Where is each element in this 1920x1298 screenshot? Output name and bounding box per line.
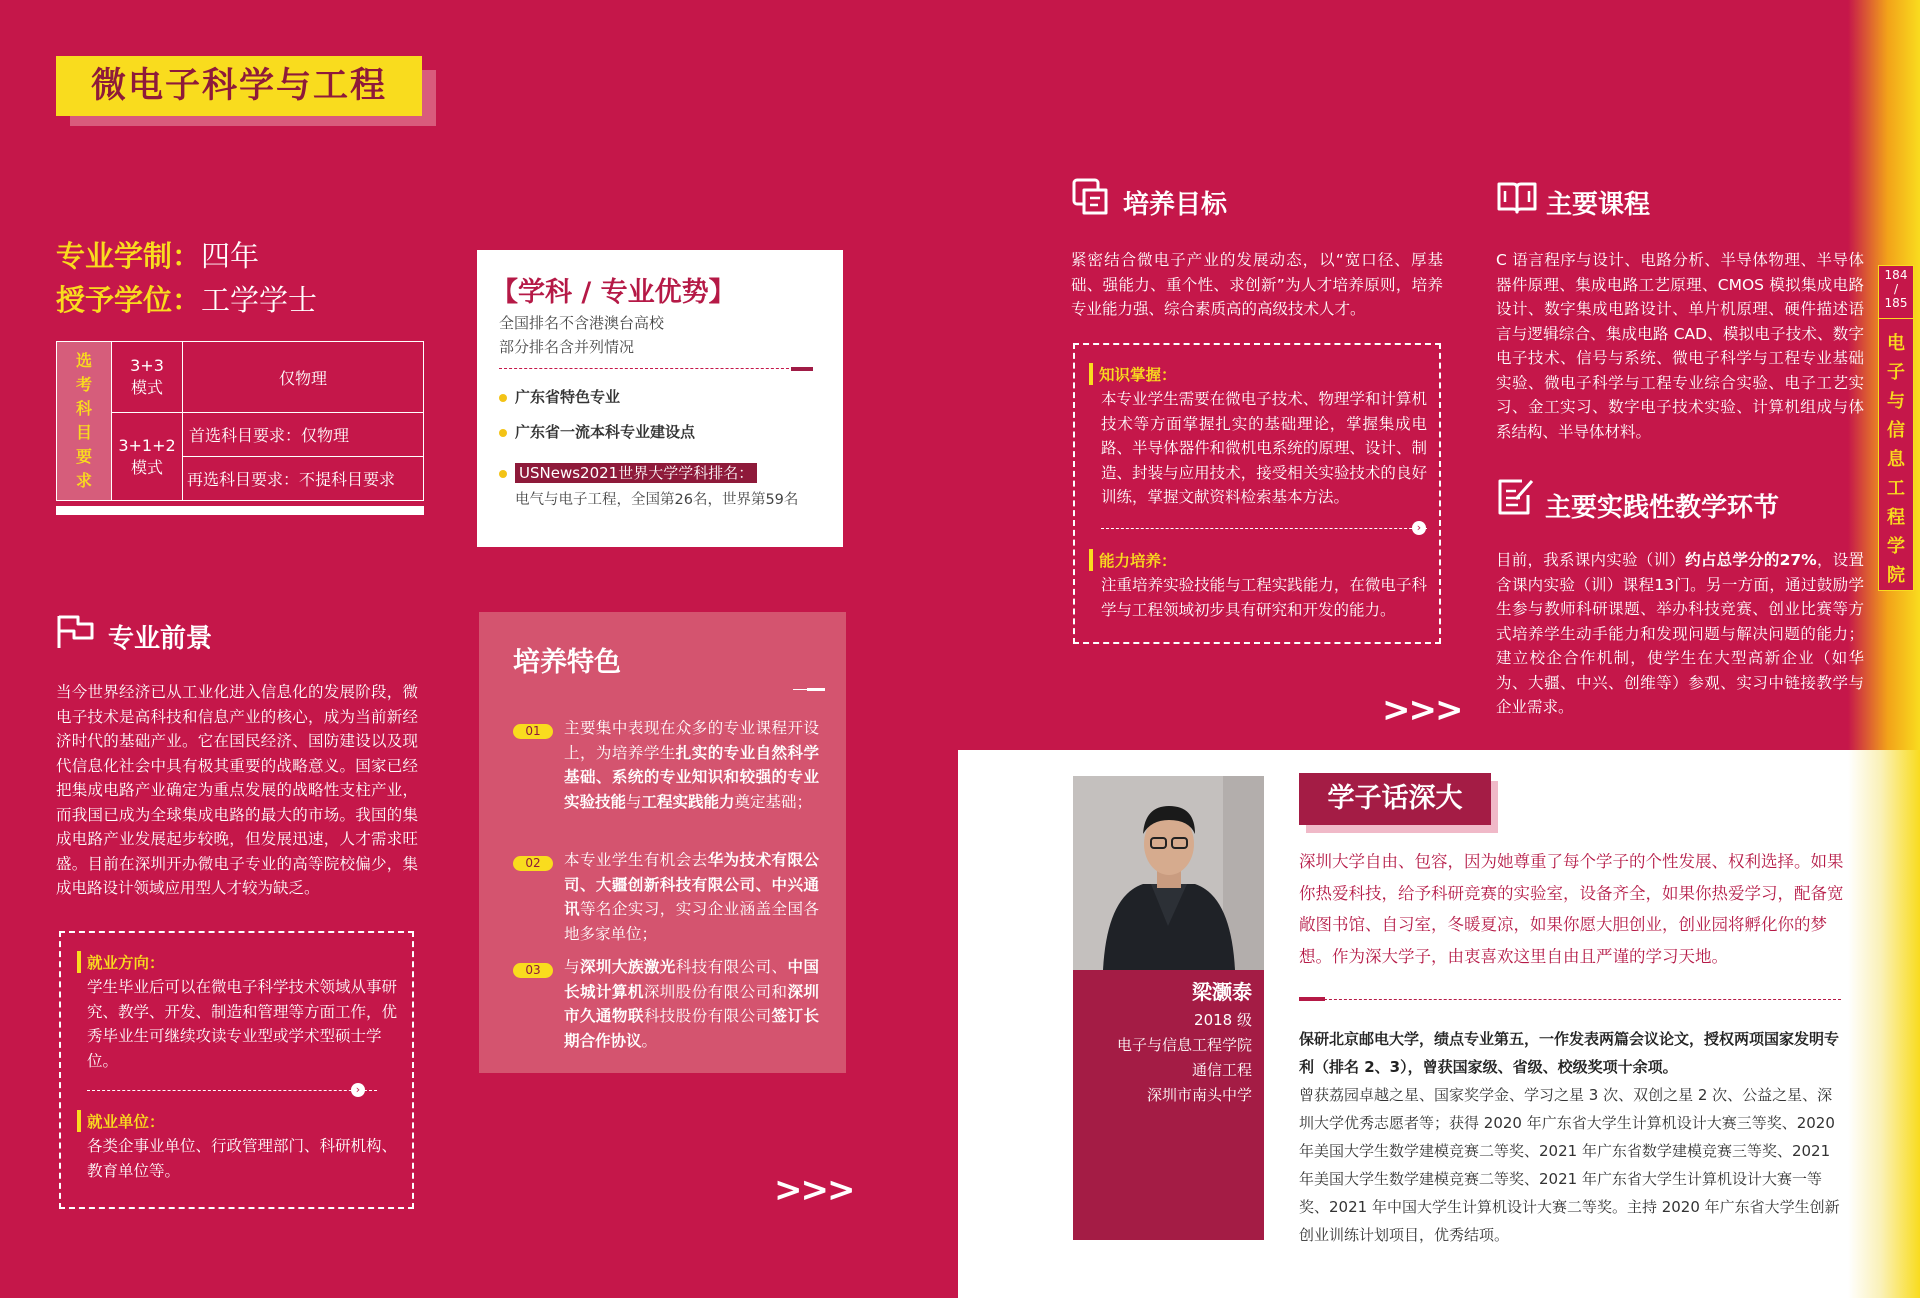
student-highschool: 深圳市南头中学 — [1146, 1086, 1252, 1104]
student-grade: 2018 级 — [1194, 1011, 1252, 1029]
feature-item-2: 本专业学生有机会去华为技术有限公司、大疆创新科技有限公司、中兴通讯等名企实习，实习企业涵盖全国各地多家单位； — [564, 851, 819, 943]
employment-unit-label: 就业单位： — [77, 1110, 165, 1132]
bullet-dot-icon — [499, 470, 507, 478]
degree-label: 授予学位： — [56, 283, 202, 317]
student-section-title: 学子话深大 — [1299, 773, 1491, 825]
employment-direction-label: 就业方向： — [77, 951, 165, 973]
first-subject-requirement: 首选科目要求：仅物理 — [183, 413, 424, 457]
arrows-decoration-left: >>> — [774, 1170, 854, 1210]
employment-unit-text: 各类企事业单位、行政管理部门、科研机构、教育单位等。 — [87, 1137, 398, 1180]
feature-item-3: 与深圳大族激光科技有限公司、中国长城计算机深圳股份有限公司和深圳市久通物联科技股份有限公司签订长期合作协议。 — [564, 958, 819, 1050]
edit-icon — [1496, 477, 1536, 517]
flag-icon — [56, 614, 96, 650]
employment-divider — [87, 1090, 377, 1091]
second-subject-requirement: 再选科目要求：不提科目要求 — [183, 457, 424, 501]
ability-text: 注重培养实验技能与工程实践能力，在微电子科学与工程领域初步具有研究和开发的能力。 — [1101, 576, 1427, 619]
advantage-bullet-2: 广东省一流本科专业建设点 — [499, 421, 695, 442]
mode-3-3-value: 仅物理 — [183, 342, 424, 413]
goal-body: 紧密结合微电子产业的发展动态，以“宽口径、厚基础、强能力、重个性、求创新”为人才培养原则，培养专业能力强、综合素质高的高级技术人才。 — [1071, 251, 1443, 318]
goal-divider — [1101, 528, 1427, 529]
training-features-card — [479, 612, 846, 1073]
chevron-right-icon: › — [351, 1083, 365, 1097]
page-number: 184 / 185 — [1884, 268, 1908, 310]
duration-value: 四年 — [201, 239, 260, 273]
employment-direction-text: 学生毕业后可以在微电子科学技术领域从事研究、教学、开发、制造和管理等方面工作，优秀毕业生可继续攻读专业型或学术型硕士学位。 — [87, 978, 398, 1070]
goal-detail-box — [1073, 343, 1441, 644]
courses-body: C 语言程序与设计、电路分析、半导体物理、半导体器件原理、集成电路工艺原理、CMOS 模拟集成电路设计、数字集成电路设计、单片机原理、硬件描述语言与逻辑综合、集成电路 CAD、模拟电子技术、数字电子技术、信号与系统、微电子科学与工程专业基础实验、微电子科学与工程专业综合实验、电子工艺实习、金工实习、数字电子技术实验、计算机组成与体系结构、半导体材料。 — [1496, 251, 1864, 441]
student-divider — [1299, 999, 1841, 1000]
bullet-dot-icon — [499, 394, 507, 402]
knowledge-text: 本专业学生需要在微电子技术、物理学和计算机技术等方面掌握扎实的基础理论，掌握集成电路、半导体器件和微机电系统的原理、设计、制造、封装与应用技术，接受相关实验技术的良好训练，掌握文献资料检索基本方法。 — [1101, 390, 1427, 506]
page-tab-divider — [1879, 318, 1913, 319]
courses-heading: 主要课程 — [1546, 190, 1651, 220]
table-footer-bar — [56, 506, 424, 515]
school-name-vertical: 电 子 与 信 息 工 程 学 院 — [1887, 333, 1905, 586]
advantage-divider — [499, 368, 794, 369]
usnews-ranking-detail: 电气与电子工程，全国第26名，世界第59名 — [515, 492, 799, 508]
page-title: 微电子科学与工程 — [56, 56, 422, 116]
advantage-note-1: 全国排名不含港澳台高校 — [499, 314, 665, 332]
arrows-decoration-right: >>> — [1382, 690, 1462, 730]
prospect-body: 当今世界经济已从工业化进入信息化的发展阶段，微电子技术是高科技和信息产业的核心，成为当前新经济时代的基础产业。它在国民经济、国防建设以及现代信息化社会中具有极其重要的战略意义。国家已经把集成电路产业确定为重点发展的战略性支柱产业，而我国已成为全球集成电路的最大的市场。我国的集成电路产业发展起步较晚，但发展迅速，人才需求旺盛。目前在深圳开办微电子专业的高等院校偏少，集成电路设计领域应用型人才较为缺乏。 — [56, 683, 418, 897]
student-name: 梁灏泰 — [1192, 980, 1252, 1004]
feature-number-1: 01 — [513, 720, 553, 739]
duration-label: 专业学制： — [56, 239, 202, 273]
page-tab — [1878, 265, 1914, 591]
advantage-divider-end — [791, 367, 813, 371]
features-heading: 培养特色 — [513, 647, 621, 678]
practice-body: 目前，我系课内实验（训）约占总学分的27%，设置含课内实验（训）课程13门。另一方面，通过鼓励学生参与教师科研课题、举办科技竞赛、创业比赛等方式培养学生动手能力和发现问题与解决问题的能力；建立校企合作机制，使学生在大型高新企业（如华为、大疆、中兴、创维等）参观、实习中链接教学与企业需求。 — [1496, 551, 1864, 716]
student-achievements: 保研北京邮电大学，绩点专业第五，一作发表两篇会议论文，授权两项国家发明专利（排名 2、3），曾获国家级、省级、校级奖项十余项。 曾获荔园卓越之星、国家奖学金、学习之星 3 次、双创之星 2 次、公益之星、深圳大学优秀志愿者等；获得 2020 年广东省大学生计算机设计大赛三等奖、2020 年美国大学生数学建模竞赛二等奖、2021 年广东省数学建模竞赛三等奖、2021 年美国大学生数学建模竞赛二等奖、2021 年广东省大学生计算机设计大赛一等奖、2021 年中国大学生计算机设计大赛二等奖。主持 2020 年广东省大学生创新创业训练计划项目，优秀结项。 — [1299, 1030, 1840, 1244]
advantage-bullet-3: USNews2021世界大学学科排名： — [499, 462, 757, 483]
bullet-dot-icon — [499, 429, 507, 437]
student-caption — [1073, 970, 1264, 1240]
feature-number-3: 03 — [513, 959, 553, 978]
requirement-side-label: 选 考 科 目 要 求 — [57, 342, 112, 501]
yellow-gradient-edge-lower — [1848, 750, 1920, 1298]
student-photo — [1073, 776, 1264, 970]
ability-label: 能力培养： — [1089, 549, 1177, 571]
subject-requirement-table — [56, 341, 424, 501]
advantage-note-2: 部分排名含并列情况 — [499, 338, 635, 356]
feature-item-1: 主要集中表现在众多的专业课程开设上，为培养学生扎实的专业自然科学基础、系统的专业知识和较强的专业实验技能与工程实践能力奠定基础； — [564, 719, 819, 811]
student-major: 通信工程 — [1191, 1061, 1252, 1079]
practice-heading: 主要实践性教学环节 — [1545, 493, 1780, 523]
feature-number-2: 02 — [513, 852, 553, 871]
student-college: 电子与信息工程学院 — [1116, 1036, 1252, 1054]
chevron-right-icon: › — [1412, 521, 1426, 535]
student-quote: 深圳大学自由、包容，因为她尊重了每个学子的个性发展、权利选择。如果你热爱科技，给予科研竞赛的实验室，设备齐全，如果你热爱学习，配备宽敞图书馆、自习室，冬暖夏凉，如果你愿大胆创业，创业园将孵化你的梦想。作为深大学子，由衷喜欢这里自由且严谨的学习天地。 — [1299, 852, 1844, 966]
mode-3-3: 3+3 模式 — [112, 342, 183, 413]
advantage-heading: 【学科 / 专业优势】 — [491, 277, 736, 308]
degree-row — [56, 280, 317, 320]
book-icon — [1496, 180, 1538, 216]
features-divider-end — [807, 688, 825, 691]
mode-3-1-2: 3+1+2 模式 — [112, 413, 183, 501]
knowledge-label: 知识掌握： — [1089, 363, 1177, 385]
advantage-card — [477, 250, 843, 547]
duration-row — [56, 236, 259, 276]
copy-icon — [1071, 177, 1111, 217]
employment-box — [59, 931, 414, 1209]
prospect-heading: 专业前景 — [108, 624, 213, 654]
advantage-bullet-1: 广东省特色专业 — [499, 386, 620, 407]
student-divider-start — [1299, 997, 1325, 1001]
degree-value: 工学学士 — [201, 283, 318, 317]
goal-heading: 培养目标 — [1123, 190, 1228, 220]
